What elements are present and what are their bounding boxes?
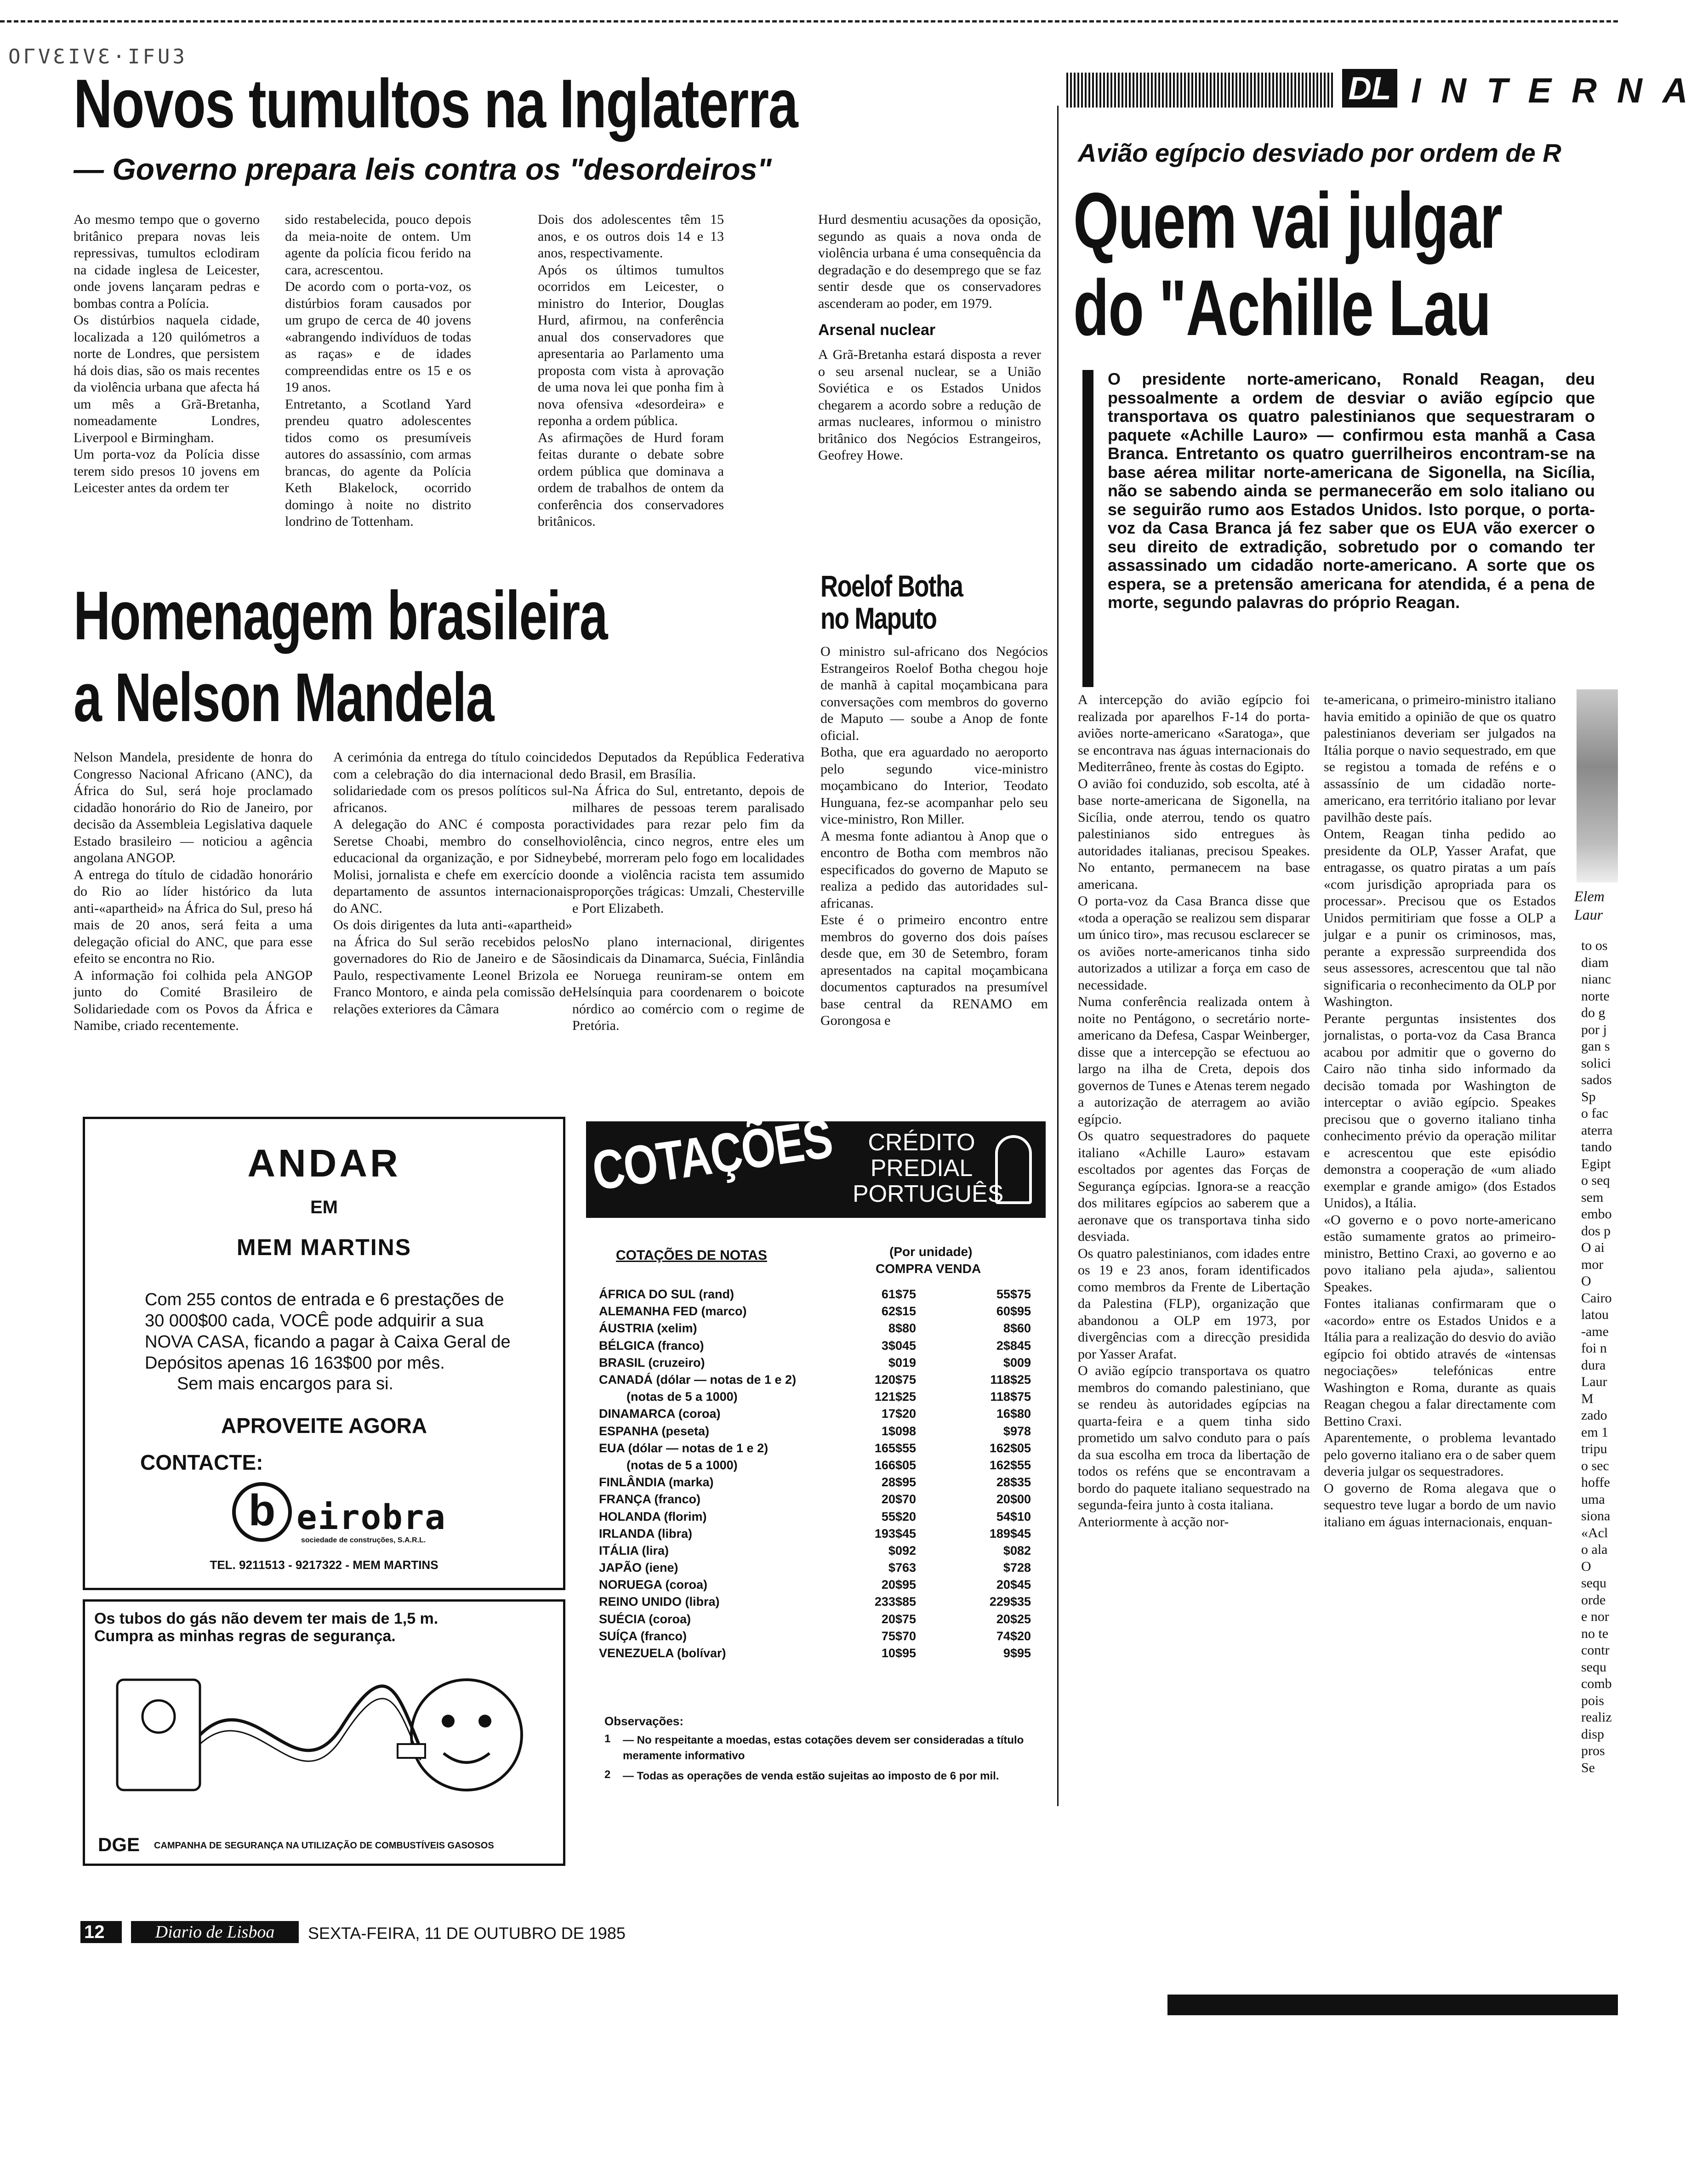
rates-banner xyxy=(586,1107,1046,1218)
rate-sell: 20$00 xyxy=(996,1492,1031,1506)
footer-date: SEXTA-FEIRA, 11 DE OUTUBRO DE 1985 xyxy=(308,1924,626,1943)
rate-row xyxy=(599,1645,1031,1662)
beirobra-logo xyxy=(232,1482,471,1551)
rate-currency: VENEZUELA (bolívar) xyxy=(599,1646,726,1660)
rate-sell: 9$95 xyxy=(1003,1646,1031,1660)
rate-row xyxy=(599,1354,1031,1371)
rate-buy: $019 xyxy=(888,1355,916,1370)
mascot-eye-right xyxy=(478,1715,491,1728)
rate-row xyxy=(599,1593,1031,1610)
rate-currency: CANADÁ (dólar — notas de 1 e 2) xyxy=(599,1373,797,1387)
ad-andar[interactable] xyxy=(83,1117,565,1590)
rate-currency: (notas de 5 a 1000) xyxy=(626,1390,738,1404)
rates-obs1: — No respeitante a moedas, estas cotações devem ser consideradas a título meramente informativo xyxy=(623,1734,1024,1762)
article4-title-line2: do "Achille Lau xyxy=(1073,264,1491,352)
article4-col3: to os diam nianc norte do g por j gan s solici sados Sp o fac aterra tando Egipt o seq sem embo dos p O ai mor O Cairo latou -ame foi n dura Laur M zado em 1 tripu o sec hoffe uma siona «Acl o ala O sequ orde e nor no te contr sequ comb pois realiz disp pros Se xyxy=(1581,938,1613,1775)
ad-andar-title: ANDAR xyxy=(247,1142,401,1185)
footer-paper-name: Diario de Lisboa xyxy=(131,1921,299,1943)
rate-buy: 20$70 xyxy=(881,1492,916,1506)
ad-andar-contact-label: CONTACTE: xyxy=(140,1450,263,1474)
rate-currency: REINO UNIDO (libra) xyxy=(599,1595,720,1609)
rate-row xyxy=(599,1576,1031,1593)
rate-currency: IRLANDA (libra) xyxy=(599,1526,692,1540)
article1-subhead: Arsenal nuclear xyxy=(818,321,936,339)
rates-unit: (Por unidade) xyxy=(889,1245,973,1259)
water-heater xyxy=(117,1680,200,1790)
rate-currency: NORUEGA (coroa) xyxy=(599,1578,708,1592)
article2-title xyxy=(74,574,607,738)
article2-col3: dos Deputados da República Federativa do Brasil, em Brasília. Na África do Sul, entretanto, depois de milhares de pessoas terem paralisado actividades para rezar pelo fim da violência, cinco negros, entre eles um bebé, morreram pelo fogo em localidades onde a violência racista tem assumido proporções trágicas: Umzali, Chesterville e Port Elizabeth. No plano internacional, dirigentes sindicais da Dinamarca, Suécia, Finlândia e Noruega reuniram-se ontem em Helsínquia para coordenarem o boicote nórdico ao comércio com o regime de Pretória. xyxy=(572,750,804,1033)
rate-currency: ALEMANHA FED (marco) xyxy=(599,1304,747,1319)
rate-buy: 62$15 xyxy=(881,1304,916,1319)
rate-sell: $728 xyxy=(1003,1561,1031,1575)
rate-row xyxy=(599,1337,1031,1354)
section-label: INTERNA xyxy=(1411,71,1708,110)
ad-gas-headline: Os tubos do gás não devem ter mais de 1,5 m. Cumpra as minhas regras de segurança. xyxy=(94,1610,438,1645)
ad-andar-em: EM xyxy=(310,1197,338,1217)
ad-andar-cta: APROVEITE AGORA xyxy=(221,1414,427,1438)
rate-currency: HOLANDA (florim) xyxy=(599,1509,707,1523)
rate-buy: $763 xyxy=(888,1561,916,1575)
rate-buy: 1$098 xyxy=(881,1424,916,1438)
article2-title-line1: Homenagem brasileira xyxy=(74,577,608,654)
rate-buy: 20$95 xyxy=(881,1578,916,1592)
rate-sell: 118$25 xyxy=(990,1373,1031,1387)
rate-sell: 189$45 xyxy=(989,1526,1031,1540)
beirobra-logo-sub: sociedade de construções, S.A.R.L. xyxy=(301,1536,426,1544)
rates-obs2: — Todas as operações de venda estão sujeitas ao imposto de 6 por mil. xyxy=(623,1770,999,1782)
article3-title-line1: Roelof Botha xyxy=(820,569,963,603)
rates-table xyxy=(599,1286,1031,1662)
rate-row xyxy=(599,1320,1031,1337)
rate-sell: 54$10 xyxy=(996,1509,1031,1523)
footer-page-number: 12 xyxy=(80,1921,122,1943)
ad-andar-body: Com 255 contos de entrada e 6 prestações de 30 000$00 cada, VOCÊ pode adquirir a sua NOVA CASA, ficando a pagar à Caixa Geral de Depósitos apenas 16 163$00 por mês. xyxy=(145,1290,511,1373)
rate-currency: FINLÂNDIA (marka) xyxy=(599,1475,714,1489)
rate-currency: SUÍÇA (franco) xyxy=(599,1629,687,1643)
rate-sell: 60$95 xyxy=(996,1304,1031,1319)
gas-illustration xyxy=(103,1652,554,1818)
rate-row xyxy=(599,1405,1031,1422)
rates-obs1-num: 1 xyxy=(604,1733,611,1745)
rate-currency: FRANÇA (franco) xyxy=(599,1492,700,1506)
rate-row xyxy=(599,1508,1031,1525)
rate-sell: 2$845 xyxy=(996,1338,1031,1353)
mascot-smile xyxy=(444,1753,490,1762)
rate-currency: EUA (dólar — notas de 1 e 2) xyxy=(599,1441,769,1455)
article4-title-line1: Quem vai julgar xyxy=(1073,176,1502,265)
column-rule xyxy=(1057,106,1059,1806)
rates-col-title: COTAÇÕES DE NOTAS xyxy=(616,1248,767,1263)
rate-sell: 16$80 xyxy=(996,1407,1031,1421)
rate-sell: 229$35 xyxy=(989,1595,1031,1609)
rate-currency: BRASIL (cruzeiro) xyxy=(599,1355,705,1370)
rates-bank-line1: CRÉDITO xyxy=(868,1129,975,1156)
rate-sell: 8$60 xyxy=(1003,1321,1031,1336)
rate-row xyxy=(599,1440,1031,1457)
rate-sell: $009 xyxy=(1003,1355,1031,1370)
article3-title-line2: no Maputo xyxy=(820,601,937,635)
rate-row xyxy=(599,1423,1031,1440)
rate-row xyxy=(599,1457,1031,1474)
rate-sell: $082 xyxy=(1003,1543,1031,1557)
rate-currency: BÉLGICA (franco) xyxy=(599,1338,704,1353)
rates-bank-name xyxy=(853,1129,1004,1207)
rates-obs2-num: 2 xyxy=(604,1768,611,1781)
rate-row xyxy=(599,1542,1031,1559)
article4-kicker: Avião egípcio desviado por ordem de R xyxy=(1078,138,1561,167)
article1-col1: Ao mesmo tempo que o governo britânico prepara novas leis repressivas, tumultos eclodiram na cidade inglesa de Leicester, onde jovens lançaram pedras e bombas contra a Polícia. Os distúrbios naquela cidade, localizada a 120 quilómetros a norte de Londres, que persistem há dois dias, são os mais recentes da violência urbana que afecta há um mês a Grã-Bretanha, nomeadamente Londres, Liverpool e Birmingham. Um porta-voz da Polícia disse terem sido presos 10 jovens em Leicester antes da ordem ter xyxy=(74,212,260,495)
rate-sell: 118$75 xyxy=(990,1390,1031,1404)
article1-title: Novos tumultos na Inglaterra xyxy=(74,65,798,142)
ad-andar-tel: TEL. 9211513 - 9217322 - MEM MARTINS xyxy=(210,1558,438,1572)
ad-andar-place: MEM MARTINS xyxy=(236,1234,412,1260)
rates-bank-line2: PREDIAL xyxy=(870,1155,973,1182)
rate-row xyxy=(599,1371,1031,1388)
mascot-eye-left xyxy=(442,1715,455,1728)
article2-col2: A cerimónia da entrega do título coincide com a celebração do dia internacional de solidariedade com os presos políticos sul-africanos. A delegação do ANC é composta por Seretse Choabi, membro do conselho educacional da organização, e por Sidney Molisi, jornalista e chefe em exercício do departamento de assuntos internacionais do ANC. Os dois dirigentes da luta anti-«apartheid» na África do Sul serão recebidos pelos governadores do Rio de Janeiro e de São Paulo, respectivamente Leonel Brizola e Franco Montoro, e ainda pela comissão de relações exteriores da Câmara xyxy=(333,750,572,1017)
photo-fragment xyxy=(1577,689,1618,882)
rate-buy: $092 xyxy=(888,1543,916,1557)
rate-buy: 8$80 xyxy=(888,1321,916,1336)
article1-col4: Hurd desmentiu acusações da oposição, segundo as quais a nova onda de violência urbana é uma consequência da degradação e do desemprego que se faz sentir desde que os conservadores ascenderam ao poder, em 1979. xyxy=(818,212,1041,311)
article3-body: O ministro sul-africano dos Negócios Estrangeiros Roelof Botha chegou hoje de manhã à capital moçambicana para conversações com membros do governo de Maputo — soube a Anop de fonte oficial. Botha, que era aguardado no aeroporto pelo segundo vice-ministro moçambicano do Interior, Teodato Hunguana, fez-se acompanhar pelo seu vice-ministro, Ron Miller. A mesma fonte adiantou à Anop que o encontro de Botha com membros não especificados do governo de Maputo se realiza a pedido das autoridades sul-africanas. Este é o primeiro encontro entre membros do governo dos dois países desde que, em 30 de Setembro, foram apresentados na capital moçambicana documentos capturados na presumível base central da RENAMO em Gorongosa e xyxy=(820,644,1048,1028)
rate-buy: 3$045 xyxy=(881,1338,916,1353)
article2-col1: Nelson Mandela, presidente de honra do Congresso Nacional Africano (ANC), da África do Sul, será hoje proclamado cidadão honorário do Rio de Janeiro, por decisão da Assembleia Legislativa daquele Estado brasileiro — noticiou a agência angolana ANGOP. A entrega do título de cidadão honorário do Rio ao líder histórico da luta anti-«apartheid» na África do Sul, preso há mais de 20 anos, será feita a uma delegação oficial do ANC, que para esse efeito se encontra no Rio. A informação foi colhida pela ANGOP junto do Comité Brasileiro de Solidariedade com os Povos da África e Namibe, criado recentemente. xyxy=(74,750,313,1033)
ad-gas[interactable] xyxy=(83,1599,565,1866)
article1-col2: sido restabelecida, pouco depois da meia-noite de ontem. Um agente da polícia ficou ferido na cara, acrescentou. De acordo com o porta-voz, os distúrbios foram causados por um grupo de cerca de 40 jovens «abrangendo indivíduos de todas as raças» e de idades compreendidas entre os 15 e os 19 anos. Entretanto, a Scotland Yard prendeu quatro adolescentes tidos como os presumíveis autores do assassínio, com armas brancas, do agente da Polícia Keth Blakelock, ocorrido domingo à noite no distrito londrino de Tottenham. xyxy=(285,212,471,529)
rate-row xyxy=(599,1611,1031,1628)
photo-caption: Elem Laur xyxy=(1574,888,1605,923)
rate-sell: 28$35 xyxy=(996,1475,1031,1489)
rate-sell: 162$05 xyxy=(989,1441,1031,1455)
lead-bar xyxy=(1082,370,1093,687)
rate-buy: 193$45 xyxy=(874,1526,916,1540)
rate-sell: 20$25 xyxy=(996,1612,1031,1626)
rate-currency: ÁFRICA DO SUL (rand) xyxy=(599,1287,734,1302)
rate-buy: 17$20 xyxy=(881,1407,916,1421)
rate-row xyxy=(599,1388,1031,1405)
rate-row xyxy=(599,1628,1031,1645)
article3-title xyxy=(820,570,962,634)
rate-buy: 166$05 xyxy=(874,1458,916,1472)
rate-row xyxy=(599,1525,1031,1542)
article1-subtitle: — Governo prepara leis contra os "desordeiros" xyxy=(74,152,772,186)
rate-buy: 10$95 xyxy=(881,1646,916,1660)
rates-bank-line3: PORTUGUÊS xyxy=(853,1181,1004,1207)
top-border xyxy=(0,20,1618,23)
rate-currency: ÁUSTRIA (xelim) xyxy=(599,1321,697,1336)
rate-row xyxy=(599,1559,1031,1576)
rate-sell: 162$55 xyxy=(989,1458,1031,1472)
rates-banner-text: COTAÇÕES xyxy=(588,1107,836,1202)
rate-buy: 121$25 xyxy=(874,1390,916,1404)
article4-title xyxy=(1073,177,1502,352)
rates-buy-sell: COMPRA VENDA xyxy=(876,1262,981,1276)
ad-gas-tagline: CAMPANHA DE SEGURANÇA NA UTILIZAÇÃO DE COMBUSTÍVEIS GASOSOS xyxy=(154,1841,494,1851)
footer xyxy=(80,1921,770,1944)
article4-lead: O presidente norte-americano, Ronald Reagan, deu pessoalmente a ordem de desviar o avião egípcio que transportava os quatro palestinianos que sequestraram o paquete «Achille Lauro» — confirmou esta manhã a Casa Branca. Entretanto os quatro guerrilheiros encontram-se na base aérea militar norte-americana de Sigonella, na Sicília, não se sabendo ainda se permanecerão em solo italiano ou se seguirão rumo aos Estados Unidos. Isto porque, o porta-voz da Casa Branca já fez saber que os EUA vão exercer o seu direito de extradição, sobretudo por o comando ter assassinado um cidadão norte-americano. A sorte que os espera, se a pretensão americana for atendida, é a pena de morte, segundo palavras do próprio Reagan. xyxy=(1108,369,1595,612)
rates-box xyxy=(577,1107,1055,1875)
rate-buy: 61$75 xyxy=(881,1287,916,1302)
gas-hose xyxy=(200,1686,421,1751)
rate-currency: ESPANHA (peseta) xyxy=(599,1424,710,1438)
rate-row xyxy=(599,1491,1031,1508)
rate-buy: 75$70 xyxy=(881,1629,916,1643)
article1-col4-wrap xyxy=(818,211,1041,464)
rate-currency: DINAMARCA (coroa) xyxy=(599,1407,721,1421)
rate-buy: 20$75 xyxy=(881,1612,916,1626)
beirobra-logo-text: eirobra xyxy=(296,1498,446,1537)
rate-row xyxy=(599,1303,1031,1320)
beirobra-logo-circle: b xyxy=(232,1482,292,1542)
rate-row xyxy=(599,1474,1031,1491)
article4-col2: te-americana, o primeiro-ministro italiano havia emitido a opinião de que os quatro palestinianos deveriam ser julgados na Itália porque o navio sequestrado, em que se registou a tomada de reféns e o assassínio de um cidadão norte-americano, era território italiano por levar pavilhão deste país. Ontem, Reagan tinha pedido ao presidente da OLP, Yasser Arafat, que entragasse, os quatro piratas a um país «com jurisdição apropriada para os processar». Precisou que os Estados Unidos permitiriam que fosse a OLP a julgar e a punir os criminosos, mas, perante a expressão surpreendida dos seus assessores, acrescentou que tal não significaria o reconhecimento da OLP por Washington. Perante perguntas insistentes dos jornalistas, o porta-voz da Casa Branca acabou por admitir que o governo do Cairo não tinha sido informado da decisão tomada por Washington de interceptar o avião egípcio. Speakes precisou que o governo italiano tinha conhecimento prévio da operação militar e acrescentou que este episódio demonstra a cooperação de «um aliado exemplar e grande amigo» (dos Estados Unidos), a Itália. «O governo e o povo norte-americano estão sumamente gratos ao primeiro-ministro, Bettino Craxi, ao governo e ao povo italiano pela ajuda», salientou Speakes. Fontes italianas confirmaram que o «acordo» entre os Estados Unidos e a Itália para a realização do desvio do avião egípcio foi obtido através de «intensas negociações» telefónicas entre Washington e Roma, durante as quais Reagan chegou a falar directamente com Bettino Craxi. Aparentemente, o problema levantado pelo governo italiano era o de saber quem deveria julgar os sequestradores. O governo de Roma alegava que o sequestro teve lugar a bordo de um navio italiano em águas internacionais, enquan- xyxy=(1324,692,1556,1529)
section-header-fill xyxy=(1066,73,1333,108)
masthead-stamp: ОГVƐIVƐ·ІFU3 xyxy=(8,45,188,68)
rate-currency: ITÁLIA (lira) xyxy=(599,1543,669,1557)
rate-buy: 165$55 xyxy=(874,1441,916,1455)
section-logo: DL xyxy=(1342,69,1397,108)
ad-gas-brand: DGE xyxy=(98,1834,140,1855)
heater-dial xyxy=(142,1700,175,1733)
bank-logo xyxy=(995,1135,1032,1204)
rate-sell: 74$20 xyxy=(996,1629,1031,1643)
article4-col1: A intercepção do avião egípcio foi realizada por aparelhos F-14 do porta-aviões norte-americano «Saratoga», que se encontrava nas águas internacionais do Mediterrâneo, frente às costas do Egipto. O avião foi conduzido, sob escolta, até à base norte-americana de Sigonella, na Sicília, onde aterrou, tendo os quatro palestinianos sido entregues às autoridades italianas, precisou Speakes. No entanto, permanecem na base americana. O porta-voz da Casa Branca disse que «toda a operação se realizou sem disparar um único tiro», mas recusou esclarecer se os aviões norte-americanos tinha sido autorizados a utilizar a força em caso de necessidade. Numa conferência realizada ontem à noite no Pentágono, o secretário norte-americano da Defesa, Caspar Weinberger, disse que a intercepção se efectuou ao largo na ilha de Creta, depois dos governos de Tunes e Atenas terem negado a autorização de aterragem ao avião egípcio. Os quatro sequestradores do paquete italiano «Achille Lauro» estavam escoltados por agentes das Forças de Segurança egípcias. Ignora-se a reacção dos militares egípcios ao saberem que a aeronave que os transportava tinha sido desviada. Os quatro palestinianos, com idades entre os 19 e 23 anos, foram identificados como membros da Frente de Libertação da Palestina (FLP), organização que abandonou a OLP em 1973, por divergências com a direcção presidida por Yasser Arafat. O avião egípcio transportava os quatro membros do comando palestiniano, que se rendeu às autoridades egípcias na quarta-feira e a quem tinha sido prometido um salvo conduto para o país da sua escolha em troca da libertação de todos os reféns que se encontravam a bordo do paquete italiano sequestrado na segunda-feira junto à costa italiana. Anteriormente à acção nor- xyxy=(1078,692,1310,1529)
rate-buy: 28$95 xyxy=(881,1475,916,1489)
gas-valve xyxy=(398,1744,425,1758)
rate-row xyxy=(599,1286,1031,1303)
ad-andar-body2: Sem mais encargos para si. xyxy=(177,1374,393,1393)
bottom-bar xyxy=(1167,1995,1618,2015)
rate-currency: (notas de 5 a 1000) xyxy=(626,1458,738,1472)
section-header xyxy=(1057,60,1708,110)
rate-buy: 55$20 xyxy=(881,1509,916,1523)
mascot-face xyxy=(411,1680,522,1790)
rate-currency: JAPÃO (iene) xyxy=(599,1561,678,1575)
rate-buy: 120$75 xyxy=(874,1373,916,1387)
article1-col3: Dois dos adolescentes têm 15 anos, e os outros dois 14 e 13 anos, respectivamente. Após os últimos tumultos ocorridos em Leicester, o ministro do Interior, Douglas Hurd, afirmou, na conferência anual dos conservadores que apresentaria ao Parlamento uma proposta com vista à aprovação de uma nova lei que ponha fim à nova ofensiva «desordeira» e reponha a ordem pública. As afirmações de Hurd foram feitas durante o debate sobre ordem pública que dominava a ordem de trabalhos de ontem da conferência dos conservadores britânicos. xyxy=(538,212,724,529)
rate-sell: 55$75 xyxy=(996,1287,1031,1302)
rate-sell: $978 xyxy=(1003,1424,1031,1438)
rate-buy: 233$85 xyxy=(874,1595,916,1609)
rates-obs-title: Observações: xyxy=(604,1714,683,1728)
rate-currency: SUÉCIA (coroa) xyxy=(599,1612,691,1626)
article1-col4b: A Grã-Bretanha estará disposta a rever o seu arsenal nuclear, se a União Soviética e os Estados Unidos chegarem a acordo sobre a redução de armas nucleares, informou o ministro britânico dos Negócios Estrangeiros, Geofrey Howe. xyxy=(818,347,1041,463)
article2-title-line2: a Nelson Mandela xyxy=(74,659,494,736)
rate-sell: 20$45 xyxy=(996,1578,1031,1592)
